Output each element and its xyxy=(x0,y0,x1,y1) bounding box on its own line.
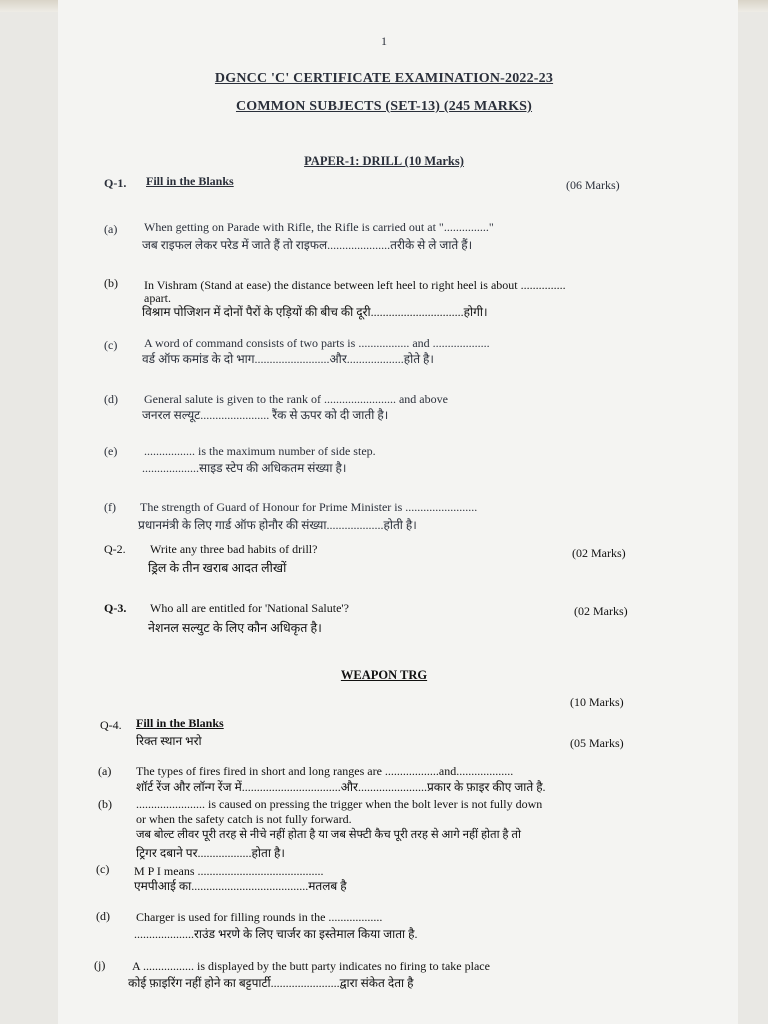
q1f-hi: प्रधानमंत्री के लिए गार्ड ऑफ होनौर की संख्या...................होती है। xyxy=(138,518,417,532)
q3-hindi: नेशनल सल्युट के लिए कौन अधिकृत है। xyxy=(148,621,322,635)
q3-number: Q-3. xyxy=(104,601,127,615)
q2-hindi: ड्रिल के तीन खराब आदत लीखों xyxy=(148,561,287,575)
paper1-heading: PAPER-1: DRILL (10 Marks) xyxy=(304,154,464,168)
q1e-en: ................. is the maximum number of side step. xyxy=(144,444,376,458)
q1d-hi: जनरल सल्यूट....................... रैंक से ऊपर को दी जाती है। xyxy=(142,408,389,422)
weapon-marks: (10 Marks) xyxy=(570,695,624,709)
q1-marks: (06 Marks) xyxy=(566,178,620,192)
q1c-hi: वर्ड ऑफ कमांड के दो भाग.........................और...................होते है। xyxy=(142,352,434,366)
q4a-en: The types of fires fired in short and long ranges are ..................and................... xyxy=(136,764,514,778)
q1a-hi: जब राइफल लेकर परेड में जाते हैं तो राइफल.....................तरीके से ले जाते हैं। xyxy=(142,238,473,252)
q4-title: Fill in the Blanks xyxy=(136,716,224,730)
q1-number: Q-1. xyxy=(104,176,127,190)
q1f-en: The strength of Guard of Honour for Prime Minister is ........................ xyxy=(140,500,478,514)
q4j-label: (j) xyxy=(94,958,106,972)
q4b-en: ....................... is caused on pressing the trigger when the bolt lever is not fully down xyxy=(136,797,543,811)
q1d-label: (d) xyxy=(104,392,118,406)
q4-marks: (05 Marks) xyxy=(570,736,624,750)
q4d-en: Charger is used for filling rounds in the .................. xyxy=(136,910,383,924)
q4c-label: (c) xyxy=(96,862,110,876)
q1b-en-cont: apart. xyxy=(144,291,171,305)
exam-subtitle: COMMON SUBJECTS (SET-13) (245 MARKS) xyxy=(235,99,533,114)
q1-title: Fill in the Blanks xyxy=(146,174,234,188)
q1a-en: When getting on Parade with Rifle, the Rifle is carried out at "..............." xyxy=(144,220,494,234)
q4b-hi-cont: ट्रिगर दबाने पर..................होता है। xyxy=(136,846,285,860)
q1e-hi: ...................साइड स्टेप की अधिकतम संख्या है। xyxy=(142,461,347,475)
q2-text: Write any three bad habits of drill? xyxy=(150,542,318,556)
q3-text: Who all are entitled for 'National Salute'? xyxy=(150,601,349,615)
weapon-heading: WEAPON TRG xyxy=(340,668,428,682)
q4-title-hindi: रिक्त स्थान भरो xyxy=(136,734,202,748)
q4b-en-cont: or when the safety catch is not fully forward. xyxy=(136,812,352,826)
q1f-label: (f) xyxy=(104,500,116,514)
page-number: 1 xyxy=(381,34,387,48)
q4b-hi: जब बोल्ट लीवर पूरी तरह से नीचे नहीं होता है या जब सेफ्टी कैच पूरी तरह से आगे नहीं होता है तो xyxy=(136,829,521,841)
q1b-en: In Vishram (Stand at ease) the distance between left heel to right heel is about ............... xyxy=(144,278,566,292)
q1c-label: (c) xyxy=(104,338,118,352)
q1a-label: (a) xyxy=(104,222,118,236)
q4c-en: M P I means .......................................... xyxy=(134,864,324,878)
q4j-hi: कोई फ़ाइरिंग नहीं होने का बट्टपार्टी.......................द्वारा संकेत देता है xyxy=(128,976,414,990)
q1c-en: A word of command consists of two parts is ................. and ................... xyxy=(144,336,490,350)
exam-title: DGNCC 'C' CERTIFICATE EXAMINATION-2022-23 xyxy=(214,71,554,86)
q4c-hi: एमपीआई का.......................................मतलब है xyxy=(134,879,347,893)
q3-marks: (02 Marks) xyxy=(574,604,628,618)
q1b-hi: विश्राम पोजिशन में दोनों पैरों के एड़ियों की बीच की दूरी...............................होगी। xyxy=(142,305,488,319)
q1b-label: (b) xyxy=(104,276,118,290)
q4d-label: (d) xyxy=(96,909,110,923)
q4a-label: (a) xyxy=(98,764,112,778)
q1e-label: (e) xyxy=(104,444,118,458)
q4-number: Q-4. xyxy=(100,718,122,732)
q4a-hi: शॉर्ट रेंज और लॉन्ग रेंज में.................................और.......................प्रकार के फ़ाइर कीए जाते है. xyxy=(136,780,546,794)
q1d-en: General salute is given to the rank of ........................ and above xyxy=(144,392,448,406)
q2-number: Q-2. xyxy=(104,542,126,556)
q4b-label: (b) xyxy=(98,797,112,811)
q4j-en: A ................. is displayed by the butt party indicates no firing to take place xyxy=(132,959,490,973)
q2-marks: (02 Marks) xyxy=(572,546,626,560)
q4d-hi: ....................राउंड भरणे के लिए चार्जर का इस्तेमाल किया जाता है. xyxy=(134,927,418,941)
